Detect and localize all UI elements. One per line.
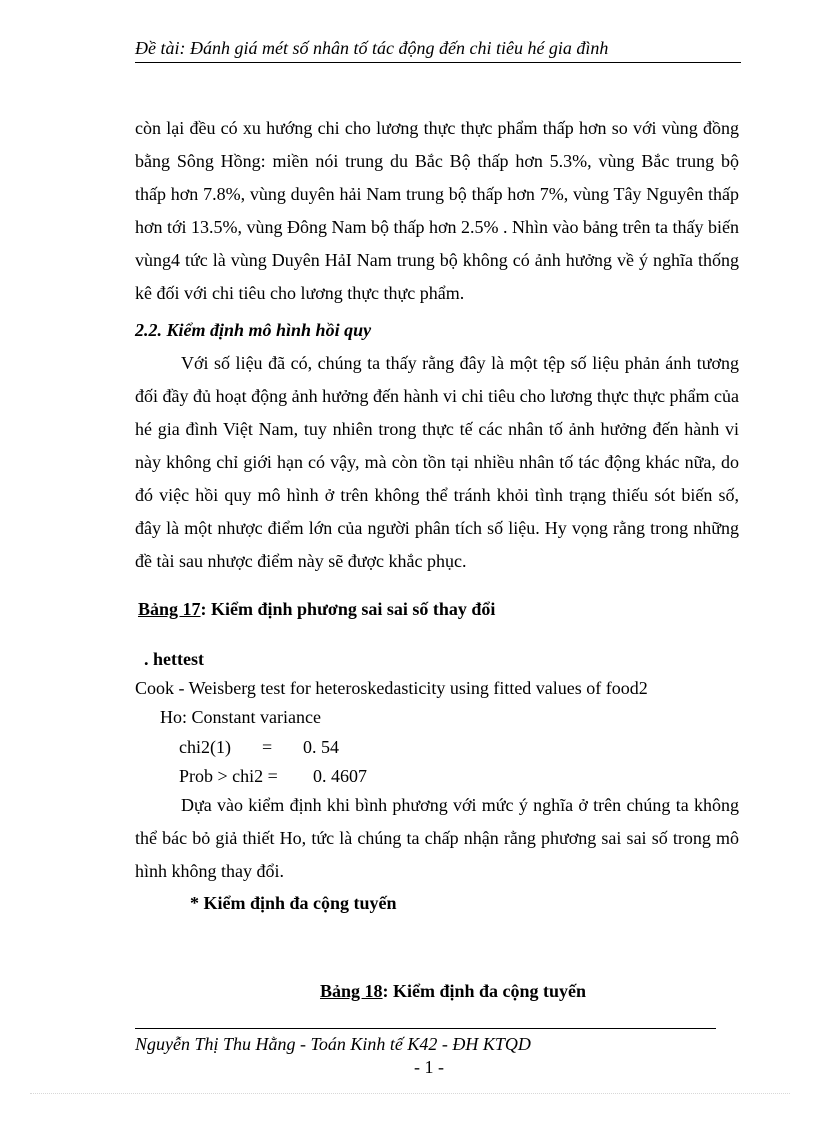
stata-prob-label: Prob > chi2 = <box>179 766 278 786</box>
footer-author: Nguyễn Thị Thu Hằng - Toán Kinh tế K42 - ĐH KTQD <box>135 1034 531 1054</box>
table-18-caption: : Kiểm định đa cộng tuyến <box>382 981 587 1001</box>
multicollinearity-subheading: * Kiểm định đa cộng tuyến <box>190 893 397 913</box>
section-heading: 2.2. Kiểm định mô hình hồi quy <box>135 320 372 340</box>
page-bottom-dotted-line <box>30 1093 790 1094</box>
stata-command: . hettest <box>144 649 204 669</box>
footer-divider <box>135 1028 716 1029</box>
stata-chi2-value: 0. 54 <box>303 737 339 757</box>
table-17-caption: : Kiểm định phương sai sai số thay đổi <box>200 599 496 619</box>
paragraph-regional-comparison: còn lại đều có xu hướng chi cho lương thực thực phẩm thấp hơn so với vùng đồng bằng Sông Hồng: miền nói trung du Bắc Bộ thấp hơn 5.3%, vùng Bắc trung bộ thấp hơn 7.8%, vùng duyên hải Nam trung bộ thấp hơn 7%, vùng Tây Nguyên thấp hơn tới 13.5%, vùng Đông Nam bộ thấp hơn 2.5% . Nhìn vào bảng trên ta thấy biến vùng4 tức là vùng Duyên HảI Nam trung bộ không có ảnh hưởng về ý nghĩa thống kê đối với chi tiêu cho lương thực thực phẩm. <box>135 118 739 303</box>
table-17-label: Bảng 17 <box>138 599 201 619</box>
stata-prob-value: 0. 4607 <box>313 766 367 786</box>
table-17-title <box>138 597 495 621</box>
stata-chi2-label: chi2(1) <box>179 737 231 757</box>
table-18-title <box>320 979 586 1003</box>
paragraph-conclusion: Dựa vào kiểm định khi bình phương với mức ý nghĩa ở trên chúng ta không thể bác bỏ giả thiết Ho, tức là chúng ta chấp nhận rằng phương sai sai số trong mô hình không thay đổi. <box>135 795 739 881</box>
page-header: Đề tài: Đánh giá mét số nhân tố tác động đến chi tiêu hé gia đình <box>135 36 741 63</box>
paragraph-model-test: Với số liệu đã có, chúng ta thấy rằng đây là một tệp số liệu phản ánh tương đối đầy đủ hoạt động ảnh hưởng đến hành vi chi tiêu cho lương thực thực phẩm của hé gia đình Việt Nam, tuy nhiên trong thực tế các nhân tố ảnh hưởng đến hành vi này không chỉ giới hạn có vậy, mà còn tồn tại nhiều nhân tố tác động khác nữa, do đó việc hồi quy mô hình ở trên không thể tránh khỏi tình trạng thiếu sót biến số, đây là một nhược điểm lớn của người phân tích số liệu. Hy vọng rằng trong những đề tài sau nhược điểm này sẽ được khắc phục. <box>135 353 739 571</box>
stata-null-hypothesis: Ho: Constant variance <box>160 707 321 727</box>
stata-chi2-equals: = <box>262 737 273 757</box>
stata-test-name: Cook - Weisberg test for heteroskedasticity using fitted values of food2 <box>135 678 648 698</box>
table-18-label: Bảng 18 <box>320 981 383 1001</box>
page-number: - 1 - <box>414 1057 444 1077</box>
